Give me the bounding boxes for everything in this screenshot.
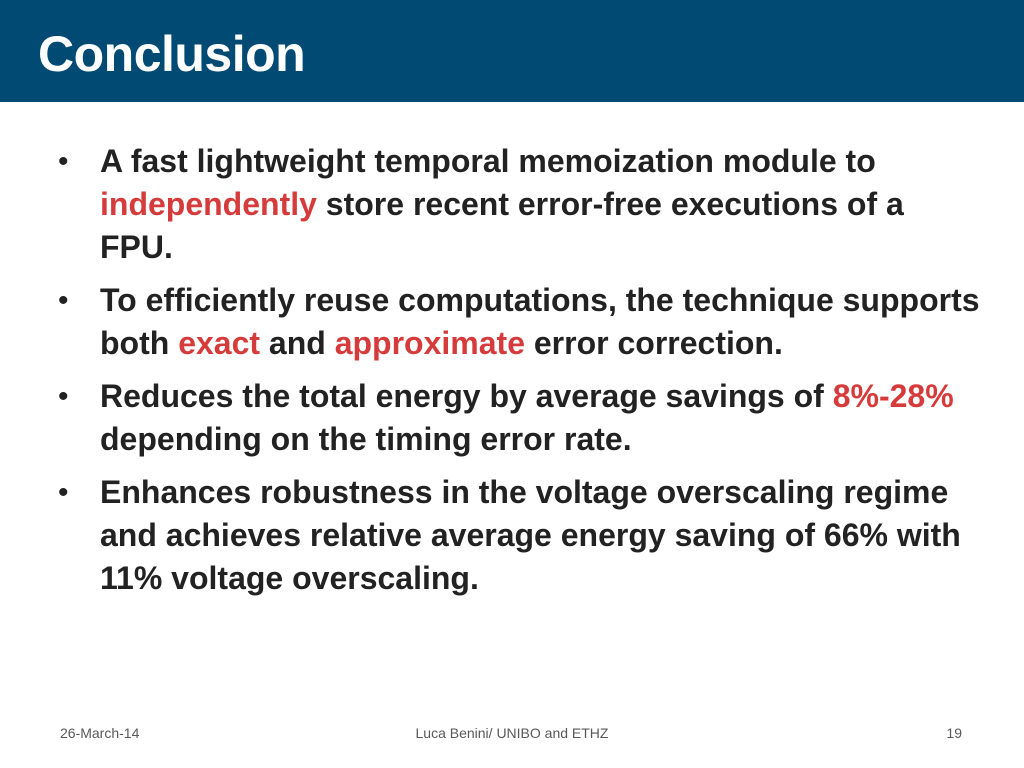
bullet-list bbox=[0, 140, 1024, 610]
bullet-text: depending on the timing error rate. bbox=[100, 421, 632, 457]
bullet-item bbox=[0, 471, 1024, 600]
highlight-text: exact bbox=[178, 325, 261, 361]
highlight-text: independently bbox=[100, 186, 317, 222]
page-number: 19 bbox=[946, 725, 962, 741]
bullet-dot-icon: • bbox=[58, 476, 69, 509]
footer-author: Luca Benini/ UNIBO and ETHZ bbox=[415, 725, 609, 741]
bullet-text: Reduces the total energy by average savings of bbox=[100, 378, 833, 414]
bullet-text: store recent error-free executions of a FPU. bbox=[100, 186, 904, 265]
bullet-item bbox=[0, 279, 1024, 365]
bullet-text: error correction. bbox=[524, 325, 783, 361]
bullet-text: To efficiently reuse computations, the technique supports both bbox=[100, 282, 980, 361]
bullet-dot-icon: • bbox=[58, 145, 69, 178]
bullet-text: and bbox=[260, 325, 335, 361]
bullet-text: A fast lightweight temporal memoization module to bbox=[100, 143, 876, 179]
title-bar bbox=[0, 0, 1024, 102]
bullet-dot-icon: • bbox=[58, 284, 69, 317]
bullet-dot-icon: • bbox=[58, 380, 69, 413]
bullet-text: Enhances robustness in the voltage overscaling regime and achieves relative average energy saving of 66% with 11% voltage overscaling. bbox=[100, 474, 961, 596]
highlight-text: approximate bbox=[334, 325, 525, 361]
footer-date: 26-March-14 bbox=[60, 725, 140, 741]
bullet-item bbox=[0, 140, 1024, 269]
slide-title: Conclusion bbox=[38, 26, 306, 82]
highlight-text: 8%-28% bbox=[832, 378, 954, 414]
bullet-item bbox=[0, 375, 1024, 461]
